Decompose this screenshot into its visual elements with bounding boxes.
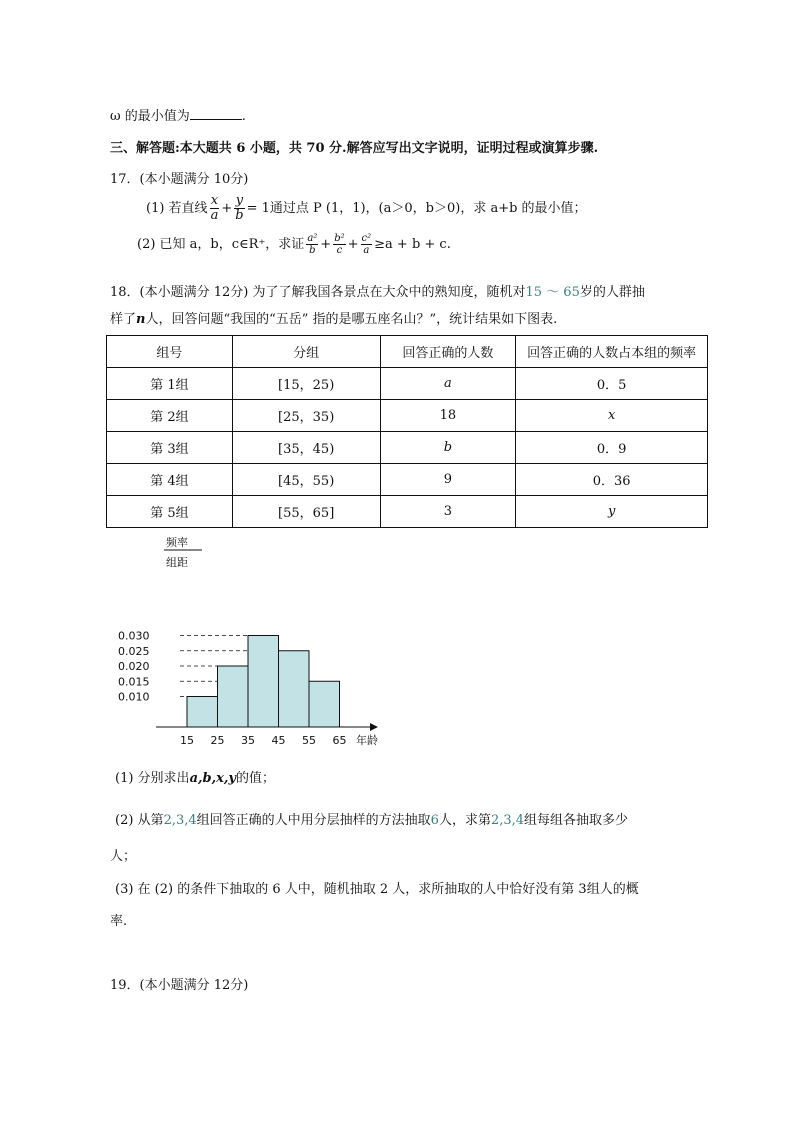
table-cell: [25，35) xyxy=(232,400,380,432)
table-cell: x xyxy=(516,400,708,432)
frac-den: b xyxy=(235,208,244,223)
table-cell: [45，55) xyxy=(232,464,380,496)
omega-text: ω 的最小值为 xyxy=(110,109,190,124)
x-tick-label: 15 xyxy=(180,734,194,747)
y-tick-label: 0.015 xyxy=(118,675,150,689)
omega-end: . xyxy=(241,109,246,124)
table-cell: 0．5 xyxy=(516,368,708,400)
frac-num: a² xyxy=(307,233,318,244)
histogram-bar xyxy=(218,666,249,727)
x-tick-label: 65 xyxy=(332,734,347,747)
y-tick-label: 0.010 xyxy=(118,690,150,704)
table-header-row xyxy=(107,336,708,368)
table-header: 组号 xyxy=(107,336,233,368)
q17-p1-prefix: (1) 若直线 xyxy=(146,201,208,216)
q18-sub3-line1: (3) 在 (2) 的条件下抽取的 6 人中，随机抽取 2 人，求所抽取的人中恰好没有第 3组人的概 xyxy=(115,882,639,897)
histogram-bar xyxy=(309,681,340,727)
frac-den: b xyxy=(309,245,316,256)
frac-num: c² xyxy=(361,233,372,244)
fraction-x-over-a xyxy=(210,194,220,223)
table-cell: [15，25) xyxy=(232,368,380,400)
x-tick-label: 35 xyxy=(241,734,255,747)
table-cell: a xyxy=(380,368,516,400)
plus-sign: + xyxy=(320,237,332,252)
y-tick-label: 0.025 xyxy=(118,644,150,658)
table-cell: 第 1组 xyxy=(107,368,233,400)
q17-part1 xyxy=(146,194,587,223)
frac-num: b² xyxy=(334,233,345,244)
table-cell: 3 xyxy=(380,496,516,528)
x-tick-label: 55 xyxy=(302,734,316,747)
sub2-groups: 2,3,4 xyxy=(163,813,197,828)
section-3-heading: 三、解答题:本大题共 6 小题，共 70 分.解答应写出文字说明，证明过程或演算步骤. xyxy=(110,141,599,156)
y-axis-label-numerator: 频率 xyxy=(166,536,188,549)
x-tick-label: 25 xyxy=(210,734,225,747)
y-axis-label-denominator: 组距 xyxy=(166,556,188,569)
q18-sub1 xyxy=(115,767,275,786)
frac-num: y xyxy=(235,193,244,208)
fraction-y-over-b xyxy=(234,194,244,223)
table-header: 分组 xyxy=(232,336,380,368)
table-row xyxy=(107,400,708,432)
q19-header: 19．(本小题满分 12分) xyxy=(110,978,249,993)
statistics-table xyxy=(106,335,708,528)
q17-p2-prefix: (2) 已知 a，b，c∈R⁺，求证 xyxy=(137,237,305,252)
histogram-bar xyxy=(187,697,218,728)
q18-line2 xyxy=(110,308,557,327)
table-cell: 第 5组 xyxy=(107,496,233,528)
table-row xyxy=(107,432,708,464)
sub2-text-b: 组回答正确的人中用分层抽样的方法抽取 xyxy=(196,813,431,828)
sub1-vars: a,b,x,y xyxy=(189,771,236,786)
q17-p2-suffix: ≥a + b + c. xyxy=(374,237,451,252)
sub1-text-b: 的值； xyxy=(235,771,275,786)
table-cell: [35，45) xyxy=(232,432,380,464)
q17-part2 xyxy=(137,233,451,256)
x-axis-label: 年龄 xyxy=(356,734,378,747)
q18-text-a: 18．(本小题满分 12分) 为了了解我国各景点在大众中的熟知度，随机对 xyxy=(110,285,526,300)
sub2-text-a: (2) 从第 xyxy=(115,813,164,828)
x-axis-arrow xyxy=(370,723,378,731)
fraction-b2-over-c xyxy=(333,233,345,256)
q18-text-c: 样了 xyxy=(110,312,137,327)
table-cell: 第 3组 xyxy=(107,432,233,464)
table-row xyxy=(107,368,708,400)
frac-den: c xyxy=(336,245,343,256)
age-range: 15 ～ 65 xyxy=(525,285,580,300)
var-n: n xyxy=(136,312,146,327)
fraction-a2-over-b xyxy=(306,233,318,256)
table-cell: [55，65] xyxy=(232,496,380,528)
q18-sub3-line2: 率. xyxy=(110,914,128,929)
table-cell: 0．9 xyxy=(516,432,708,464)
q18-text-d: 人，回答问题“我国的“五岳” 指的是哪五座名山？”，统计结果如下图表. xyxy=(145,312,558,327)
table-header: 回答正确的人数占本组的频率 xyxy=(516,336,708,368)
table-cell: 18 xyxy=(380,400,516,432)
q17-header: 17．(本小题满分 10分) xyxy=(110,172,249,187)
x-tick-label: 45 xyxy=(271,734,286,747)
table-cell: 第 2组 xyxy=(107,400,233,432)
table-cell: 0．36 xyxy=(516,464,708,496)
sub2-six: 6 xyxy=(430,813,439,828)
histogram-bar xyxy=(248,636,279,728)
table-cell: b xyxy=(380,432,516,464)
sub2-text-c: 人，求第 xyxy=(438,813,491,828)
q17-p1-suffix: = 1通过点 P (1，1)，(a＞0，b＞0)，求 a+b 的最小值； xyxy=(246,201,587,216)
frac-den: a xyxy=(210,208,219,223)
plus-sign: + xyxy=(347,237,359,252)
sub2-text-d: 组每组各抽取多少 xyxy=(524,813,629,828)
y-tick-label: 0.030 xyxy=(118,629,150,643)
frac-num: x xyxy=(210,193,219,208)
table-cell: 9 xyxy=(380,464,516,496)
plus-sign: + xyxy=(221,201,233,216)
q18-line1 xyxy=(110,281,645,300)
table-cell: y xyxy=(516,496,708,528)
frac-den: a xyxy=(363,245,370,256)
q18-text-b: 岁的人群抽 xyxy=(579,285,645,300)
y-tick-label: 0.020 xyxy=(118,660,150,673)
q18-sub2-line2: 人； xyxy=(110,849,137,864)
omega-line xyxy=(110,105,246,124)
answer-blank xyxy=(190,107,242,120)
fraction-c2-over-a xyxy=(361,233,373,256)
q18-sub2 xyxy=(115,809,628,828)
frequency-histogram xyxy=(112,532,392,750)
table-header: 回答正确的人数 xyxy=(380,336,516,368)
sub1-text-a: (1) 分别求出 xyxy=(115,771,190,786)
table-cell: 第 4组 xyxy=(107,464,233,496)
table-row xyxy=(107,496,708,528)
table-row xyxy=(107,464,708,496)
sub2-groups-2: 2,3,4 xyxy=(490,813,525,828)
histogram-bar xyxy=(279,651,310,727)
